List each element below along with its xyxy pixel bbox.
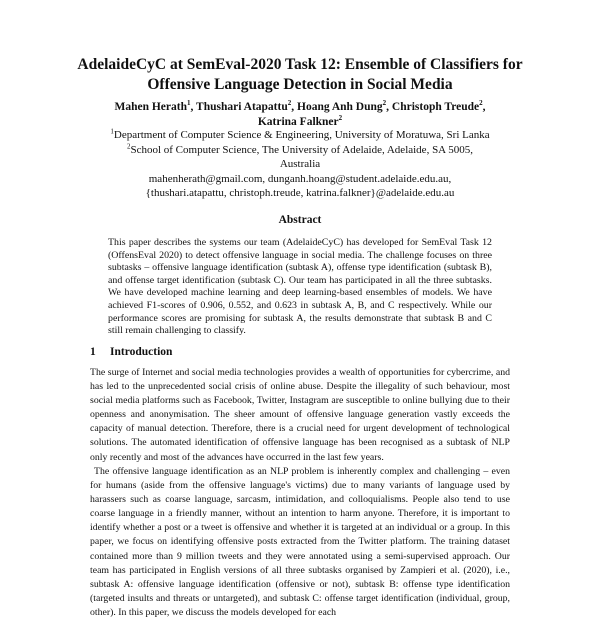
affiliation-1: $^1$Department of Computer Science & Engineering, University of Moratuwa, Sri Lanka <box>110 127 490 141</box>
affiliations <box>0 128 600 201</box>
email-line-2: {thushari.atapattu, christoph.treude, katrina.falkner}@adelaide.edu.au <box>145 187 455 199</box>
author-name: Mahen Herath <box>114 101 187 113</box>
title-line-2: Offensive Language Detection in Social Media <box>147 76 453 93</box>
affiliation-2: $^2$School of Computer Science, The University of Adelaide, Adelaide, SA 5005, <box>126 141 474 156</box>
title-line-1: AdelaideCyC at SemEval-2020 Task 12: Ensemble of Classifiers for <box>77 56 523 73</box>
author-affiliation-mark: 2 <box>479 99 483 108</box>
author-name: Hoang Anh Dung <box>297 101 383 113</box>
paper-title <box>0 55 600 95</box>
section-title: Introduction <box>110 346 173 358</box>
affiliation-country: Australia <box>279 158 321 170</box>
abstract-heading: Abstract <box>278 214 322 226</box>
author-list <box>0 100 600 130</box>
author-affiliation-mark: 2 <box>382 99 387 108</box>
section-heading <box>90 346 172 358</box>
author-affiliation-mark: 2 <box>287 99 292 108</box>
section-number: 1 <box>90 346 96 358</box>
author-name: Katrina Falkner <box>257 116 339 128</box>
author-name: Thushari Atapattu <box>196 101 288 113</box>
author-affiliation-mark: 1 <box>186 99 191 108</box>
author-line-1: Mahen Herath$^1$, Thushari Atapattu$^2$, Hoang Anh Dung$^2$, Christoph Treude$^2$, <box>114 99 486 113</box>
body-paragraph: The surge of Internet and social media technologies provides a wealth of opportunities for cybercrime, and has led to the unprecedented social crisis of online abuse. Despite the illegality of such behaviour, most social media platforms such as Facebook, Twitter, Instagram are susceptible to online bullying due to their openness and anonymisation. The sheer amount of offensive language generation vastly exceeds the capacity of manual detection. Therefore, there is a crucial need for urgent development of technological solutions. The automated identification of offensive language has been recognised as a subtask of NLP only recently and most of the advances have occurred in the last few years. <box>90 367 510 463</box>
author-name: Christoph Treude <box>391 101 480 113</box>
email-line-1: mahenherath@gmail.com, dunganh.hoang@student.adelaide.edu.au, <box>148 172 452 185</box>
body-paragraph: The offensive language identification as an NLP problem is inherently complex and challenging – even for humans (aside from the offensive language's victims) due to many variants of language used by harassers such as coarse language, sarcasm, intimidation, and colloquialisms. People also tend to use coarse language in a friendly manner, without an intention to harm anyone. Therefore, it is important to identify whether a post or a tweet is offensive and whether it is targeted at an individual or a group. In this paper, we focus on identifying offensive posts extracted from the Twitter platform. The training dataset contained more than 9 million tweets and they were annotated using a semi-supervised approach. Our team has participated in English versions of all three subtasks organised by Zampieri et al. (2020), i.e., subtask A: offensive language identification (offensive or not), subtask B: offense type identification (targeted insults and threats or untargeted), and subtask C: offense target identification (individual, group, other). In this paper, we discuss the models developed for each <box>90 466 510 618</box>
abstract-text: This paper describes the systems our team (AdelaideCyC) has developed for SemEval Task 12 (OffensEval 2020) to detect offensive language in social media. The challenge focuses on three subtasks – offensive language identification (subtask A), offense type identification (subtask B), and offense target identification (subtask C). Our team has participated in all the three subtasks. We have developed machine learning and deep learning-based ensembles of models. We have achieved F1-scores of 0.906, 0.552, and 0.623 in subtask A, B, and C respectively. While our performance scores are promising for subtask A, the results demonstrate that subtask B and C still remain challenging to classify. <box>108 237 492 337</box>
author-affiliation-mark: 2 <box>338 114 343 123</box>
